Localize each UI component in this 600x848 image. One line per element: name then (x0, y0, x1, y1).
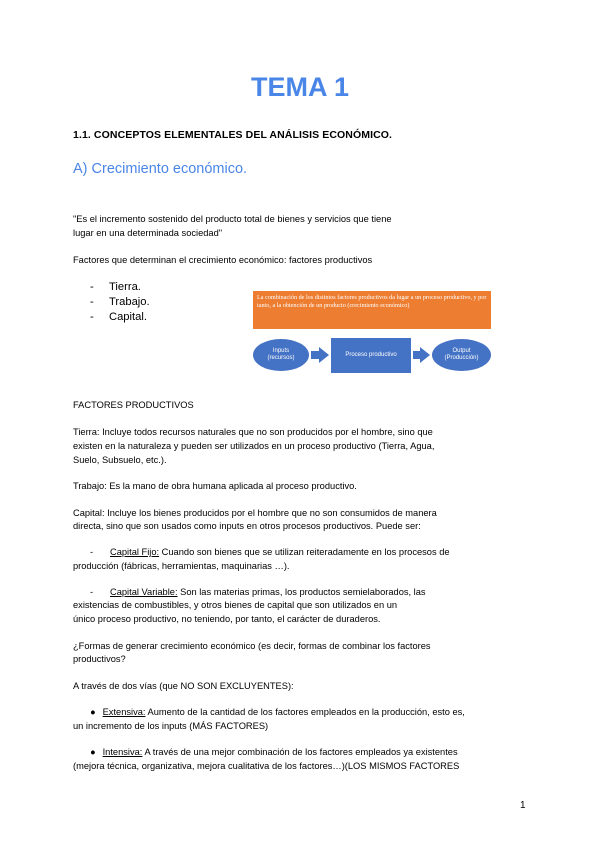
inputs-node: Inputs (recursos) (253, 339, 309, 371)
list-item: - Capital. (90, 311, 147, 324)
capital-fijo-line-1: - Capital Fijo: Cuando son bienes que se utilizan reiteradamente en los procesos de (90, 547, 450, 557)
capital-fijo-label: Capital Fijo: (110, 547, 160, 557)
factors-list (90, 280, 150, 326)
capital-variable-line-1: - Capital Variable: Son las materias primas, los productos semielaborados, las (90, 587, 426, 597)
diagram-banner: La combinación de los distintos factores productivos da lugar a un proceso productivo, y por tanto, a la obtención de un producto (crecimiento económico) (253, 291, 491, 329)
tierra-line-3: Suelo, Subsuelo, etc.). (73, 455, 167, 465)
tierra-line-2: existen en la naturaleza y pueden ser utilizados en un proceso productivo (Tierra, Agua, (73, 441, 435, 451)
intensiva-line-1: ● Intensiva: A través de una mejor combinación de los factores empleados ya existentes (90, 746, 540, 759)
list-item: - Trabajo. (90, 296, 150, 309)
section-heading: 1.1. CONCEPTOS ELEMENTALES DEL ANÁLISIS ECONÓMICO. (73, 129, 393, 141)
extensiva-line-1: ● Extensiva: Aumento de la cantidad de los factores empleados en la producción, esto es, (90, 706, 540, 719)
capital-line-2: directa, sino que son usados como inputs en otros procesos productivos. Puede ser: (73, 521, 421, 531)
arrow-shaft (311, 351, 319, 359)
arrow-right-icon (319, 347, 329, 363)
capital-fijo-line-2: producción (fábricas, herramientas, maquinarias …). (73, 561, 290, 571)
trabajo-text: Trabajo: Es la mano de obra humana aplicada al proceso productivo. (73, 481, 357, 491)
page-number: 1 (520, 800, 526, 811)
output-node: Output (Producción) (432, 339, 491, 371)
list-item: - Tierra. (90, 281, 141, 293)
extensiva-label: Extensiva: (102, 707, 146, 717)
capital-variable-label: Capital Variable: (110, 587, 178, 597)
arrow-right-icon (420, 347, 430, 363)
intensiva-label: Intensiva: (102, 747, 143, 757)
question-line-2: productivos? (73, 654, 126, 664)
process-node: Proceso productivo (331, 338, 411, 373)
tierra-line-1: Tierra: Incluye todos recursos naturales que no son producidos por el hombre, sino que (73, 427, 433, 437)
capital-variable-line-2: existencias de combustibles, y otros bienes de capital que son utilizados en un (73, 600, 398, 610)
bullet-icon: ● (90, 747, 96, 757)
arrow-shaft (413, 351, 420, 359)
capital-line-1: Capital: Incluye los bienes producidos por el hombre que no son consumidos de manera (73, 508, 437, 518)
definition-line-1: "Es el incremento sostenido del producto total de bienes y servicios que tiene (73, 214, 392, 224)
intensiva-line-2: (mejora técnica, organizativa, mejora cualitativa de los factores…)(LOS MISMOS FACTORES (73, 761, 460, 771)
bullet-icon: ● (90, 707, 96, 717)
factors-intro: Factores que determinan el crecimiento económico: factores productivos (73, 255, 373, 265)
production-diagram (253, 291, 491, 379)
question-line-1: ¿Formas de generar crecimiento económico (es decir, formas de combinar los factores (73, 641, 431, 651)
extensiva-line-2: un incremento de los inputs (MÁS FACTORES) (73, 721, 269, 731)
capital-variable-line-3: único proceso productivo, no teniendo, por tanto, el carácter de duraderos. (73, 614, 381, 624)
definition-line-2: lugar en una determinada sociedad" (73, 228, 223, 238)
vias-text: A través de dos vías (que NO SON EXCLUYENTES): (73, 681, 294, 691)
subsection-heading: A) Crecimiento económico. (73, 161, 248, 177)
page-title: TEMA 1 (250, 72, 349, 102)
factores-heading: FACTORES PRODUCTIVOS (73, 400, 194, 410)
